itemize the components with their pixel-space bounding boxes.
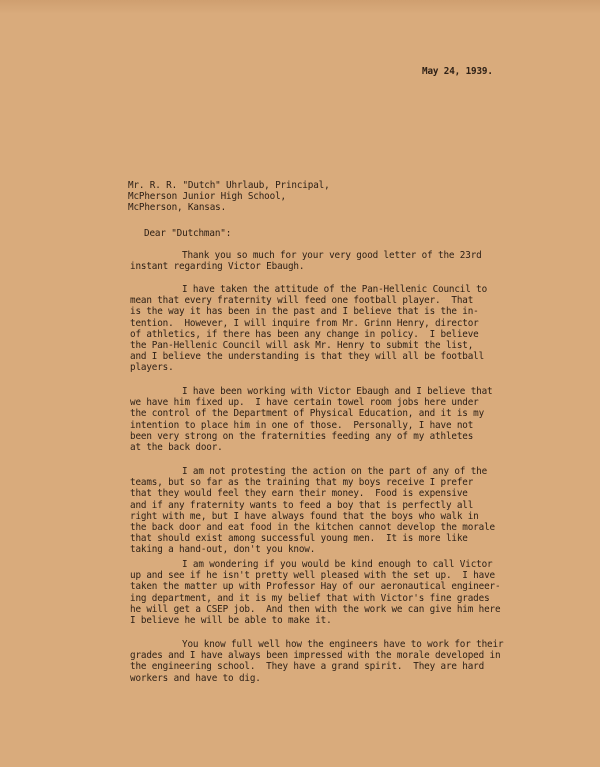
paragraph-line: of athletics, if there has been any change in policy. I believe: [130, 328, 479, 340]
paragraph: [130, 466, 500, 556]
paragraph-line: grades and I have always been impressed with the morale developed in: [130, 650, 501, 662]
paragraph-line: I have taken the attitude of the Pan-Hellenic Council to: [182, 284, 488, 295]
paragraph-line: I am wondering if you would be kind enough to call Victor: [182, 559, 493, 570]
paragraph: [130, 284, 500, 374]
paragraph-line: up and see if he isn't pretty well pleased with the set up. I have: [130, 570, 495, 582]
paragraph-line: the control of the Department of Physical Education, and it is my: [130, 408, 485, 420]
paragraph: [130, 559, 500, 626]
paragraph-line: that they would feel they earn their money. Food is expensive: [130, 488, 468, 500]
paragraph-line: taken the matter up with Professor Hay of our aeronautical engineer-: [130, 581, 501, 593]
paragraph-line: teams, but so far as the training that my boys receive I prefer: [130, 477, 474, 489]
letter-date: May 24, 1939.: [422, 66, 493, 77]
paragraph-line: that should exist among successful young men. It is more like: [130, 533, 468, 545]
paragraph-line: right with me, but I have always found that the boys who walk in: [130, 510, 479, 522]
paragraph-line: and I believe the understanding is that they will all be football: [130, 351, 485, 363]
paragraph-line: tention. However, I will inquire from Mr. Grinn Henry, director: [130, 317, 479, 329]
paragraph-line: instant regarding Victor Ebaugh.: [130, 261, 305, 273]
paragraph: [130, 639, 504, 684]
paragraph-line: players.: [130, 362, 174, 374]
paragraph-line: workers and have to dig.: [130, 672, 261, 684]
paragraph: [130, 250, 500, 272]
paragraph-line: is the way it has been in the past and I believe that is the in-: [130, 306, 479, 318]
paragraph-line: You know full well how the engineers have to work for their: [182, 639, 504, 650]
paragraph: [130, 386, 500, 453]
recipient-address: [128, 180, 330, 214]
paragraph-line: I have been working with Victor Ebaugh and I believe that: [182, 386, 493, 397]
paragraph-line: intention to place him in one of those. Personally, I have not: [130, 419, 474, 431]
paragraph-line: mean that every fraternity will feed one football player. That: [130, 295, 474, 307]
paragraph-line: at the back door.: [130, 442, 223, 454]
paragraph-line: ing department, and it is my belief that with Victor's fine grades: [130, 592, 490, 604]
paragraph-line: and if any fraternity wants to feed a boy that is perfectly all: [130, 499, 474, 511]
paragraph-line: he will get a CSEP job. And then with the work we can give him here: [130, 603, 501, 615]
paragraph-line: been very strong on the fraternities feeding any of my athletes: [130, 430, 474, 442]
salutation: Dear "Dutchman":: [144, 228, 232, 239]
paragraph-line: I believe he will be able to make it.: [130, 615, 332, 627]
paragraph-line: Thank you so much for your very good letter of the 23rd: [182, 250, 482, 261]
paragraph-line: the back door and eat food in the kitchen cannot develop the morale: [130, 522, 495, 534]
address-line: McPherson Junior High School,: [128, 191, 286, 203]
paragraph-line: the Pan-Hellenic Council will ask Mr. Henry to submit the list,: [130, 340, 474, 352]
paragraph-line: I am not protesting the action on the part of any of the: [182, 466, 488, 477]
address-line: McPherson, Kansas.: [128, 202, 227, 214]
address-line: Mr. R. R. "Dutch" Uhrlaub, Principal,: [128, 180, 330, 191]
paragraph-line: we have him fixed up. I have certain towel room jobs here under: [130, 397, 479, 409]
paragraph-line: taking a hand-out, don't you know.: [130, 544, 316, 556]
paragraph-line: the engineering school. They have a grand spirit. They are hard: [130, 661, 485, 673]
